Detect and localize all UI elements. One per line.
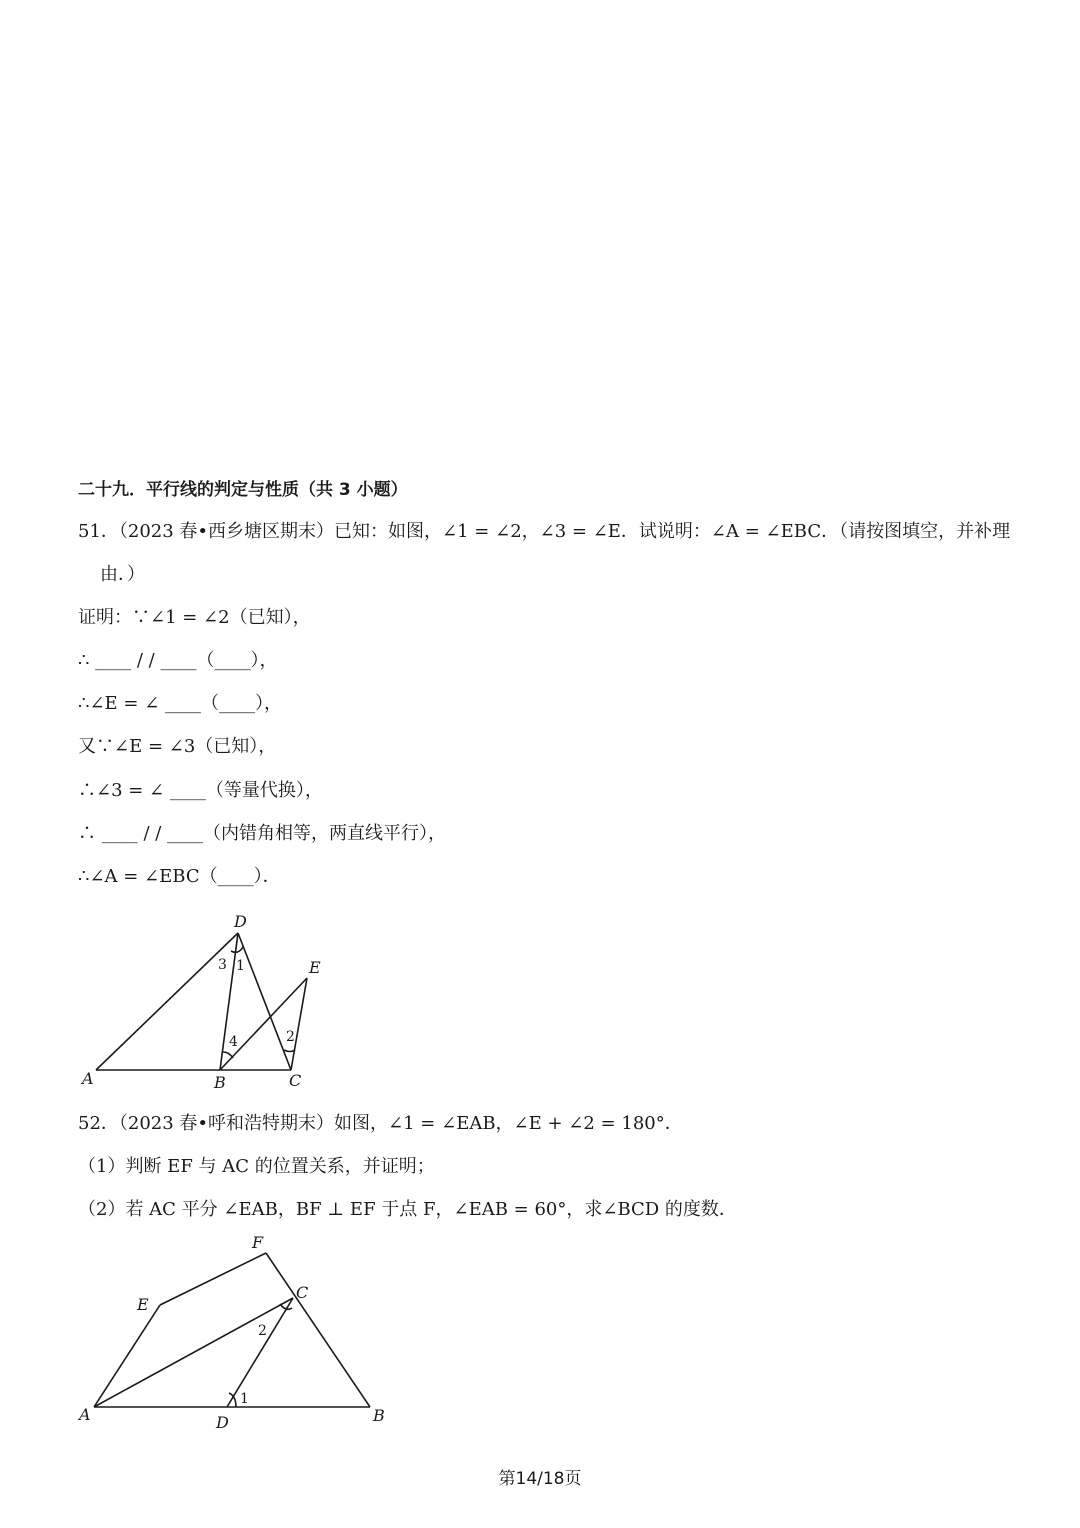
q51-proof-line-4: 又∵∠E = ∠3（已知）， bbox=[78, 736, 277, 757]
angle-label-1: 1 bbox=[240, 1391, 249, 1407]
angle-label-2: 2 bbox=[258, 1323, 267, 1339]
q52-part-2: （2）若 AC 平分 ∠EAB，BF ⊥ EF 于点 F，∠EAB = 60°，求∠BCD 的度数． bbox=[78, 1199, 737, 1220]
q51-proof-line-2: ∴ ____ / / ____（____）， bbox=[78, 650, 278, 671]
point-label-C: C bbox=[296, 1283, 309, 1302]
q51-proof-line-6: ∴ ____ / / ____（内错角相等，两直线平行）， bbox=[78, 823, 447, 844]
q51-stem: 51．（2023 春•西乡塘区期末）已知：如图，∠1 = ∠2，∠3 = ∠E．试说明：∠A = ∠EBC．（请按图填空，并补理 bbox=[78, 521, 1011, 542]
q52-stem: 52．（2023 春•呼和浩特期末）如图，∠1 = ∠EAB，∠E + ∠2 = 180°． bbox=[78, 1113, 683, 1134]
segment-FB bbox=[266, 1253, 370, 1407]
segment-DC bbox=[227, 1298, 293, 1407]
point-label-C: C bbox=[289, 1071, 302, 1090]
angle-label-2: 2 bbox=[286, 1029, 295, 1045]
segment-AE bbox=[94, 1305, 160, 1407]
section-title: 二十九．平行线的判定与性质（共 3 小题） bbox=[78, 480, 408, 500]
point-label-A: A bbox=[82, 1069, 94, 1088]
point-label-B: B bbox=[373, 1406, 385, 1425]
q51-proof-line-3: ∴∠E = ∠ ____（____）， bbox=[78, 693, 283, 714]
point-label-F: F bbox=[252, 1233, 264, 1252]
point-label-A: A bbox=[79, 1405, 91, 1424]
angle-label-4: 4 bbox=[229, 1034, 238, 1050]
point-label-E: E bbox=[137, 1295, 149, 1314]
point-label-B: B bbox=[214, 1073, 226, 1092]
angle-label-1: 1 bbox=[236, 958, 245, 974]
q51-proof-line-7: ∴∠A = ∠EBC（____）． bbox=[78, 866, 281, 887]
point-label-D: D bbox=[216, 1413, 229, 1432]
q51-proof-line-5: ∴∠3 = ∠ ____（等量代换）， bbox=[78, 780, 323, 801]
q52-part-1: （1）判断 EF 与 AC 的位置关系，并证明； bbox=[78, 1156, 435, 1177]
segment-EF bbox=[160, 1253, 266, 1305]
page-number: 第14/18页 bbox=[498, 1469, 582, 1489]
q51-proof-line-1: 证明：∵∠1 = ∠2（已知）， bbox=[78, 607, 311, 628]
point-label-E: E bbox=[309, 958, 321, 977]
segment-AC bbox=[94, 1298, 293, 1407]
angle-label-3: 3 bbox=[218, 957, 227, 973]
q51-stem-cont: 由．） bbox=[100, 564, 145, 585]
point-label-D: D bbox=[234, 912, 247, 931]
